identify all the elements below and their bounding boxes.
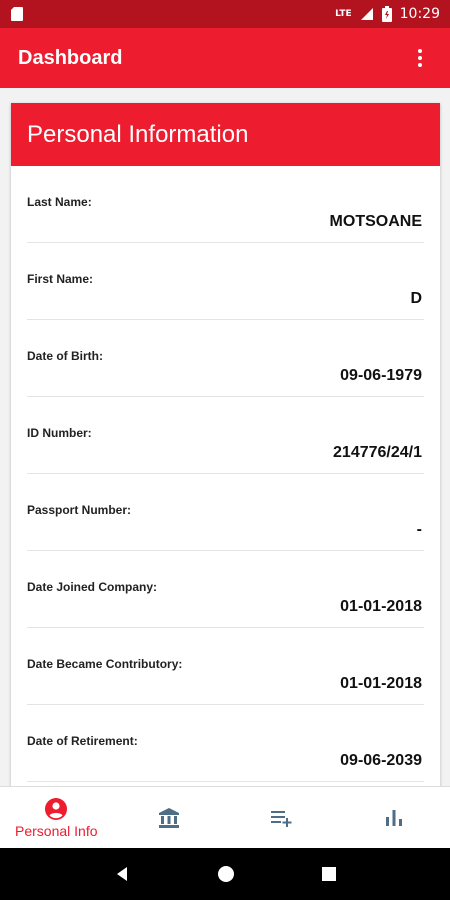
field-value: 09-06-1979 xyxy=(340,367,422,384)
field-value: 214776/24/1 xyxy=(333,444,422,461)
main-content[interactable] xyxy=(0,88,450,786)
field-label: Date of Birth: xyxy=(27,349,103,363)
home-icon[interactable] xyxy=(217,865,235,883)
app-bar xyxy=(0,28,450,88)
field-label: Date Joined Company: xyxy=(27,580,158,594)
more-vert-icon[interactable] xyxy=(408,43,432,73)
nav-item-bar-chart[interactable] xyxy=(338,787,450,848)
nav-item-playlist-add[interactable] xyxy=(225,787,338,848)
nav-item-bank[interactable] xyxy=(113,787,226,848)
field-date-of-birth xyxy=(27,320,424,397)
field-first-name xyxy=(27,243,424,320)
account-circle-icon xyxy=(44,797,68,821)
field-value: 09-06-2039 xyxy=(340,752,422,769)
field-label: Passport Number: xyxy=(27,503,132,517)
field-value: 01-01-2018 xyxy=(340,598,422,615)
field-label: ID Number: xyxy=(27,426,92,440)
playlist-add-icon xyxy=(269,806,293,830)
field-date-of-retirement xyxy=(27,705,424,782)
field-label: Date of Retirement: xyxy=(27,734,138,748)
field-label: Date Became Contributory: xyxy=(27,657,183,671)
network-type-label: LTE xyxy=(335,9,352,19)
field-label: First Name: xyxy=(27,272,94,286)
signal-icon xyxy=(360,7,374,21)
field-passport-number xyxy=(27,474,424,551)
field-value: - xyxy=(416,521,422,538)
bottom-navigation xyxy=(0,786,450,848)
app-title: Dashboard xyxy=(18,46,123,69)
card-header xyxy=(11,103,440,166)
nav-label: Personal Info xyxy=(15,822,98,839)
field-value: D xyxy=(410,290,422,307)
bank-icon xyxy=(157,806,181,830)
battery-icon xyxy=(382,6,392,22)
field-id-number xyxy=(27,397,424,474)
field-date-became-contributory xyxy=(27,628,424,705)
sd-card-icon xyxy=(10,6,24,22)
field-value: MOTSOANE xyxy=(329,213,422,230)
nav-item-personal-info[interactable] xyxy=(0,787,113,848)
field-last-name xyxy=(27,166,424,243)
field-value: 01-01-2018 xyxy=(340,675,422,692)
system-navigation-bar xyxy=(0,848,450,900)
card-title: Personal Information xyxy=(27,120,249,148)
field-label: Last Name: xyxy=(27,195,92,209)
bar-chart-icon xyxy=(382,806,406,830)
status-time: 10:29 xyxy=(399,6,440,22)
back-icon[interactable] xyxy=(113,865,131,883)
field-date-joined-company xyxy=(27,551,424,628)
personal-info-card xyxy=(11,103,440,786)
status-bar xyxy=(0,0,450,28)
recents-icon[interactable] xyxy=(321,866,337,882)
